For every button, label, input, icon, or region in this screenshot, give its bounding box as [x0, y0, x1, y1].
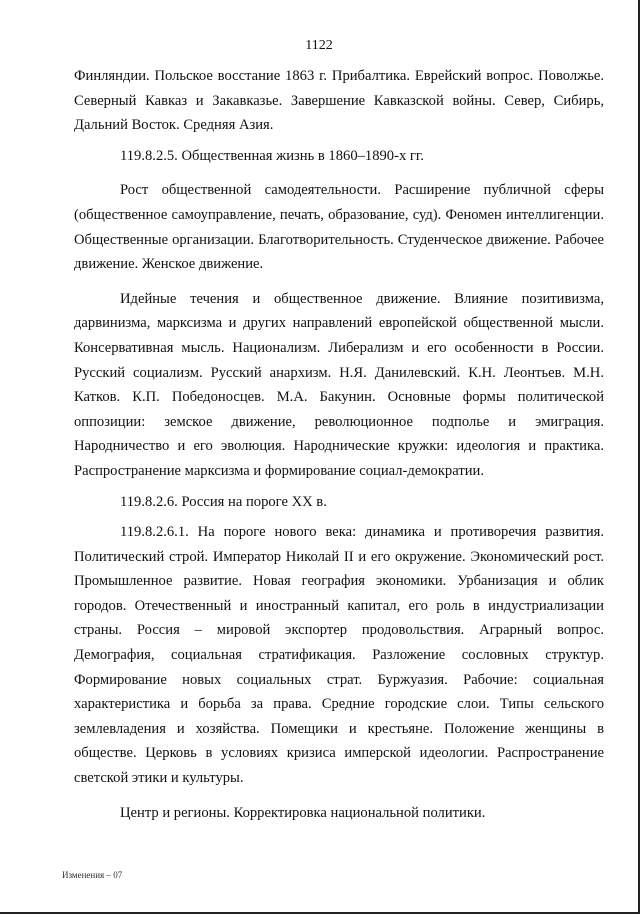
- paragraph-finland-continuation: Финляндии. Польское восстание 1863 г. Прибалтика. Еврейский вопрос. Поволжье. Северный Кавказ и Закавказье. Завершение Кавказской войны. Север, Сибирь, Дальний Восток. Средняя Азия.: [74, 68, 604, 134]
- page-content: [74, 64, 604, 825]
- footer-revision-note: Изменения – 07: [62, 870, 123, 880]
- page-number: 1122: [305, 38, 333, 53]
- paragraph-new-century: 119.8.2.6.1. На пороге нового века: динамика и противоречия развития. Политический строй. Император Николай II и его окружение. Экономический рост. Промышленное развитие. Новая география экономики. Урбанизация и облик городов. Отечественный и иностранный капитал, его роль в индустриализации страны. Россия – мировой экспортер продовольствия. Аграрный вопрос. Демография, социальная стратификация. Разложение сословных структур. Формирование новых социальных страт. Буржуазия. Рабочие: социальная характеристика и борьба за права. Средние городские слои. Типы сельского землевладения и хозяйства. Помещики и крестьяне. Положение женщины в обществе. Церковь в условиях кризиса имперской идеологии. Распространение светской этики и культуры.: [74, 524, 604, 787]
- paragraph-public-activity: Рост общественной самодеятельности. Расширение публичной сферы (общественное самоуправление, печать, образование, суд). Феномен интеллигенции. Общественные организации. Благотворительность. Студенческое движение. Рабочее движение. Женское движение.: [74, 182, 604, 273]
- paragraph-ideological-currents: Идейные течения и общественное движение. Влияние позитивизма, дарвинизма, марксизма и других направлений европейской общественной мысли. Консервативная мысль. Национализм. Либерализм и его особенности в России. Русский социализм. Русский анархизм. Н.Я. Данилевский. К.Н. Леонтьев. М.Н. Катков. К.П. Победоносцев. М.А. Бакунин. Основные формы политической оппозиции: земское движение, революционное подполье и эмиграция. Народничество и его эволюция. Народнические кружки: идеология и практика. Распространение марксизма и формирование социал-демократии.: [74, 290, 604, 479]
- paragraph-center-regions: Центр и регионы. Корректировка национальной политики.: [120, 804, 486, 821]
- section-heading-russia-xx-century: 119.8.2.6. Россия на пороге XX в.: [120, 493, 327, 510]
- section-heading-social-life: 119.8.2.5. Общественная жизнь в 1860–1890-х гг.: [120, 147, 424, 164]
